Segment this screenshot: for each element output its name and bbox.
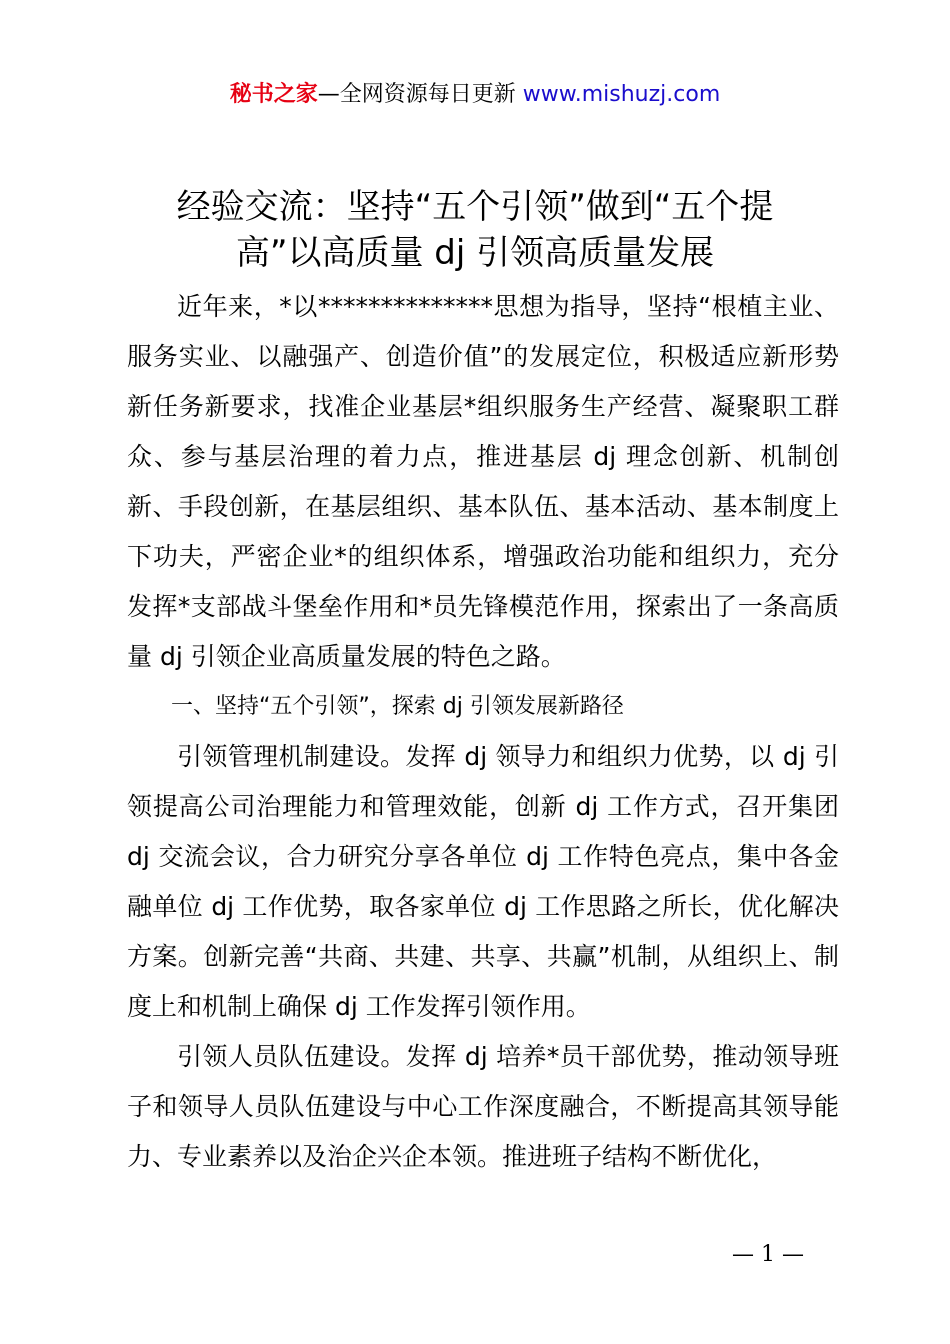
- site-brand: 秘书之家: [229, 82, 318, 107]
- body-paragraph: 引领管理机制建设。发挥 dj 领导力和组织力优势，以 dj 引领提高公司治理能力和管理效能，创新 dj 工作方式，召开集团 dj 交流会议，合力研究分享各单位 dj 工作特色亮点，集中各金融单位 dj 工作优势，取各家单位 dj 工作思路之所长，优化解决方案。创新完善“共商、共建、共享、共赢”机制，从组织上、制度上和机制上确保 dj 工作发挥引领作用。: [127, 742, 839, 1021]
- site-tagline: —全网资源每日更新: [317, 82, 516, 107]
- intro-paragraph: 近年来，*以**************思想为指导，坚持“根植主业、服务实业、以融强产、创造价值”的发展定位，积极适应新形势新任务新要求，找准企业基层*组织服务生产经营、凝聚职工群众、参与基层治理的着力点，推进基层 dj 理念创新、机制创新、手段创新，在基层组织、基本队伍、基本活动、基本制度上下功夫，严密企业*的组织体系，增强政治功能和组织力，充分发挥*支部战斗堡垒作用和*员先锋模范作用，探索出了一条高质量 dj 引领企业高质量发展的特色之路。: [127, 292, 839, 671]
- document-title: [0, 184, 950, 276]
- site-header: [0, 80, 950, 110]
- body-paragraph: 引领人员队伍建设。发挥 dj 培养*员干部优势，推动领导班子和领导人员队伍建设与中心工作深度融合，不断提高其领导能力、专业素养以及治企兴企本领。推进班子结构不断优化，: [127, 1042, 839, 1171]
- section-heading: 一、坚持“五个引领”，探索 dj 引领发展新路径: [171, 694, 624, 719]
- title-line-2: 高”以高质量 dj 引领高质量发展: [235, 233, 715, 273]
- site-url-link[interactable]: www.mishuzj.com: [522, 82, 721, 107]
- title-line-1: 经验交流：坚持“五个引领”做到“五个提: [176, 187, 774, 227]
- document-body: [127, 282, 839, 1182]
- page-number: — 1 —: [732, 1242, 804, 1267]
